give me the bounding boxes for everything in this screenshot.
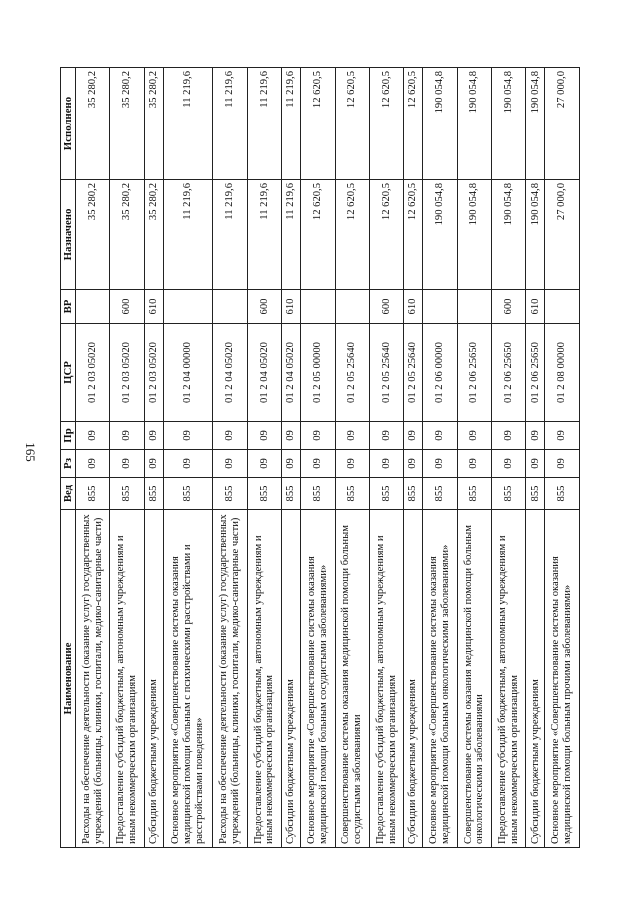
table-row xyxy=(282,68,301,848)
cell-ved: 855 xyxy=(492,478,526,510)
header-ved: Вед xyxy=(61,478,76,510)
cell-executed: 11 219,6 xyxy=(282,68,301,180)
cell-rz: 09 xyxy=(423,450,457,478)
cell-executed: 12 620,5 xyxy=(404,68,423,180)
cell-rz: 09 xyxy=(76,450,110,478)
cell-vr: 600 xyxy=(492,290,526,324)
budget-table xyxy=(60,67,580,848)
cell-pr: 09 xyxy=(335,422,369,450)
table-row xyxy=(404,68,423,848)
cell-pr: 09 xyxy=(110,422,144,450)
cell-assigned: 27 000,0 xyxy=(545,180,580,290)
cell-assigned: 12 620,5 xyxy=(301,180,335,290)
cell-vr: 610 xyxy=(282,290,301,324)
cell-name: Предоставление субсидий бюджетным, автономным учреждениям и иным некоммерческим организациям xyxy=(369,510,403,848)
cell-assigned: 12 620,5 xyxy=(335,180,369,290)
cell-csr: 01 2 04 05020 xyxy=(247,324,281,422)
cell-name: Предоставление субсидий бюджетным, автономным учреждениям и иным некоммерческим организациям xyxy=(110,510,144,848)
cell-rz: 09 xyxy=(247,450,281,478)
cell-name: Субсидии бюджетным учреждениям xyxy=(526,510,545,848)
cell-name: Субсидии бюджетным учреждениям xyxy=(282,510,301,848)
cell-rz: 09 xyxy=(526,450,545,478)
cell-ved: 855 xyxy=(545,478,580,510)
table-row xyxy=(545,68,580,848)
cell-name: Субсидии бюджетным учреждениям xyxy=(144,510,163,848)
cell-name: Основное мероприятие «Совершенствование системы оказания медицинской помощи больным сосудистыми заболеваниями» xyxy=(301,510,335,848)
cell-assigned: 12 620,5 xyxy=(369,180,403,290)
table-row xyxy=(144,68,163,848)
cell-assigned: 11 219,6 xyxy=(163,180,213,290)
cell-rz: 09 xyxy=(369,450,403,478)
cell-pr: 09 xyxy=(423,422,457,450)
cell-pr: 09 xyxy=(545,422,580,450)
cell-csr: 01 2 03 05020 xyxy=(76,324,110,422)
page-number: 165 xyxy=(23,442,38,462)
header-rz: Рз xyxy=(61,450,76,478)
cell-csr: 01 2 05 00000 xyxy=(301,324,335,422)
cell-rz: 09 xyxy=(163,450,213,478)
cell-vr xyxy=(163,290,213,324)
cell-vr: 600 xyxy=(369,290,403,324)
cell-csr: 01 2 05 25640 xyxy=(335,324,369,422)
cell-name: Предоставление субсидий бюджетным, автономным учреждениям и иным некоммерческим организациям xyxy=(492,510,526,848)
cell-assigned: 35 280,2 xyxy=(110,180,144,290)
cell-vr xyxy=(76,290,110,324)
cell-ved: 855 xyxy=(282,478,301,510)
cell-ved: 855 xyxy=(76,478,110,510)
cell-rz: 09 xyxy=(545,450,580,478)
cell-assigned: 35 280,2 xyxy=(144,180,163,290)
cell-rz: 09 xyxy=(144,450,163,478)
cell-vr xyxy=(423,290,457,324)
cell-executed: 190 054,8 xyxy=(492,68,526,180)
cell-pr: 09 xyxy=(301,422,335,450)
header-name: Наименование xyxy=(61,510,76,848)
cell-name: Субсидии бюджетным учреждениям xyxy=(404,510,423,848)
table-row xyxy=(163,68,213,848)
cell-vr: 610 xyxy=(404,290,423,324)
table-header-row xyxy=(61,68,76,848)
cell-csr: 01 2 06 00000 xyxy=(423,324,457,422)
cell-assigned: 11 219,6 xyxy=(213,180,247,290)
table-row xyxy=(492,68,526,848)
cell-executed: 35 280,2 xyxy=(144,68,163,180)
header-vr: ВР xyxy=(61,290,76,324)
header-executed: Исполнено xyxy=(61,68,76,180)
cell-assigned: 190 054,8 xyxy=(423,180,457,290)
cell-csr: 01 2 04 00000 xyxy=(163,324,213,422)
header-assigned: Назначено xyxy=(61,180,76,290)
cell-rz: 09 xyxy=(457,450,491,478)
table-row xyxy=(110,68,144,848)
table-row xyxy=(423,68,457,848)
cell-ved: 855 xyxy=(335,478,369,510)
cell-ved: 855 xyxy=(457,478,491,510)
cell-name: Основное мероприятие «Совершенствование системы оказания медицинской помощи больным прочими заболеваниями» xyxy=(545,510,580,848)
cell-rz: 09 xyxy=(282,450,301,478)
cell-vr xyxy=(213,290,247,324)
cell-vr xyxy=(545,290,580,324)
cell-csr: 01 2 05 25640 xyxy=(369,324,403,422)
cell-assigned: 12 620,5 xyxy=(404,180,423,290)
cell-ved: 855 xyxy=(404,478,423,510)
table-row xyxy=(526,68,545,848)
cell-executed: 11 219,6 xyxy=(213,68,247,180)
cell-name: Основное мероприятие «Совершенствование системы оказания медицинской помощи больным с психическими расстройствами и расстройствами поведения» xyxy=(163,510,213,848)
cell-csr: 01 2 05 25640 xyxy=(404,324,423,422)
cell-name: Основное мероприятие «Совершенствование системы оказания медицинской помощи больным онкологическими заболеваниями» xyxy=(423,510,457,848)
cell-executed: 35 280,2 xyxy=(110,68,144,180)
cell-vr: 600 xyxy=(247,290,281,324)
cell-assigned: 190 054,8 xyxy=(492,180,526,290)
table-row xyxy=(301,68,335,848)
cell-executed: 12 620,5 xyxy=(369,68,403,180)
cell-assigned: 35 280,2 xyxy=(76,180,110,290)
table-row xyxy=(247,68,281,848)
cell-ved: 855 xyxy=(144,478,163,510)
cell-ved: 855 xyxy=(301,478,335,510)
cell-name: Предоставление субсидий бюджетным, автономным учреждениям и иным некоммерческим организациям xyxy=(247,510,281,848)
cell-vr: 610 xyxy=(526,290,545,324)
cell-executed: 190 054,8 xyxy=(457,68,491,180)
cell-assigned: 190 054,8 xyxy=(526,180,545,290)
cell-ved: 855 xyxy=(163,478,213,510)
cell-ved: 855 xyxy=(110,478,144,510)
cell-csr: 01 2 06 25650 xyxy=(526,324,545,422)
cell-csr: 01 2 04 05020 xyxy=(213,324,247,422)
cell-pr: 09 xyxy=(213,422,247,450)
cell-rz: 09 xyxy=(213,450,247,478)
rotated-table-container xyxy=(60,68,580,848)
cell-rz: 09 xyxy=(404,450,423,478)
cell-vr: 600 xyxy=(110,290,144,324)
cell-executed: 35 280,2 xyxy=(76,68,110,180)
cell-csr: 01 2 03 05020 xyxy=(110,324,144,422)
cell-vr xyxy=(457,290,491,324)
cell-ved: 855 xyxy=(526,478,545,510)
header-pr: Пр xyxy=(61,422,76,450)
cell-rz: 09 xyxy=(301,450,335,478)
cell-name: Совершенствование системы оказания медицинской помощи больным сосудистыми заболеваниями xyxy=(335,510,369,848)
cell-pr: 09 xyxy=(369,422,403,450)
cell-pr: 09 xyxy=(247,422,281,450)
table-row xyxy=(369,68,403,848)
cell-csr: 01 2 08 00000 xyxy=(545,324,580,422)
cell-name: Расходы на обеспечение деятельности (оказание услуг) государственных учреждений (больницы, клиники, госпитали, медико-санитарные части) xyxy=(213,510,247,848)
cell-ved: 855 xyxy=(213,478,247,510)
cell-executed: 11 219,6 xyxy=(163,68,213,180)
cell-pr: 09 xyxy=(404,422,423,450)
cell-csr: 01 2 06 25650 xyxy=(492,324,526,422)
cell-vr xyxy=(301,290,335,324)
cell-name: Расходы на обеспечение деятельности (оказание услуг) государственных учреждений (больницы, клиники, госпитали, медико-санитарные части) xyxy=(76,510,110,848)
cell-executed: 27 000,0 xyxy=(545,68,580,180)
cell-pr: 09 xyxy=(282,422,301,450)
cell-executed: 190 054,8 xyxy=(526,68,545,180)
table-row xyxy=(213,68,247,848)
cell-csr: 01 2 03 05020 xyxy=(144,324,163,422)
cell-assigned: 11 219,6 xyxy=(247,180,281,290)
cell-executed: 190 054,8 xyxy=(423,68,457,180)
cell-executed: 12 620,5 xyxy=(335,68,369,180)
cell-executed: 12 620,5 xyxy=(301,68,335,180)
cell-vr: 610 xyxy=(144,290,163,324)
table-row xyxy=(335,68,369,848)
cell-csr: 01 2 06 25650 xyxy=(457,324,491,422)
cell-rz: 09 xyxy=(110,450,144,478)
cell-name: Совершенствование системы оказания медицинской помощи больным онкологическими заболеваниями xyxy=(457,510,491,848)
cell-ved: 855 xyxy=(423,478,457,510)
header-csr: ЦСР xyxy=(61,324,76,422)
cell-assigned: 190 054,8 xyxy=(457,180,491,290)
cell-pr: 09 xyxy=(76,422,110,450)
cell-pr: 09 xyxy=(163,422,213,450)
cell-pr: 09 xyxy=(526,422,545,450)
cell-csr: 01 2 04 05020 xyxy=(282,324,301,422)
cell-pr: 09 xyxy=(144,422,163,450)
cell-rz: 09 xyxy=(335,450,369,478)
cell-vr xyxy=(335,290,369,324)
cell-assigned: 11 219,6 xyxy=(282,180,301,290)
cell-ved: 855 xyxy=(247,478,281,510)
cell-rz: 09 xyxy=(492,450,526,478)
cell-executed: 11 219,6 xyxy=(247,68,281,180)
table-row xyxy=(76,68,110,848)
cell-ved: 855 xyxy=(369,478,403,510)
cell-pr: 09 xyxy=(457,422,491,450)
cell-pr: 09 xyxy=(492,422,526,450)
table-row xyxy=(457,68,491,848)
